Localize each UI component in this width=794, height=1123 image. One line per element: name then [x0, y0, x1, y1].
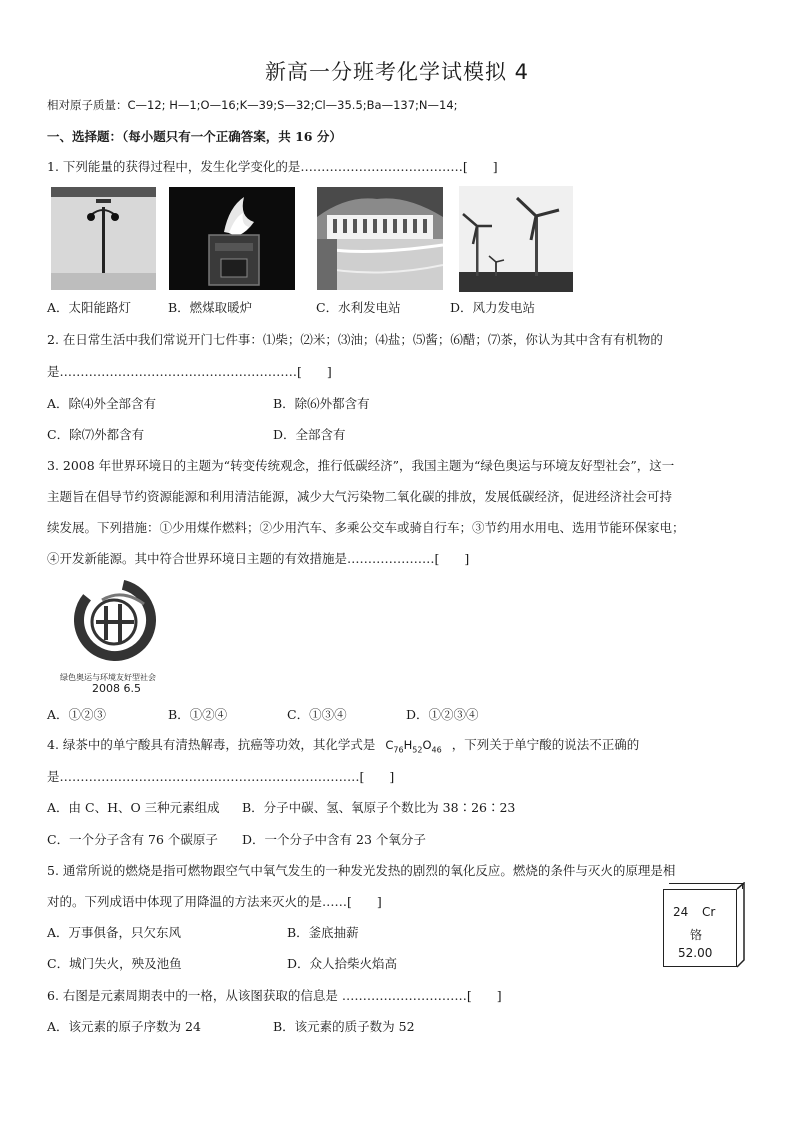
q4-option-d[interactable]: D．一个分子中含有 23 个氧分子	[242, 832, 426, 847]
q4-option-c[interactable]: C．一个分子含有 76 个碳原子	[47, 832, 218, 847]
element-symbol: Cr	[702, 905, 716, 919]
question-2-line-1: 2. 在日常生活中我们常说开门七件事：⑴柴；⑵米；⑶油；⑷盐；⑸酱；⑹醋；⑺茶，你认为其中含有有机物的	[47, 332, 663, 347]
atomic-number: 24	[673, 905, 689, 919]
q5-option-b[interactable]: B．釜底抽薪	[287, 925, 359, 940]
question-4-line-2: 是………………………………………………………………[ ]	[47, 769, 395, 784]
question-2-line-2: 是…………………………………………………[ ]	[47, 364, 332, 379]
question-6-stem: 6. 右图是元素周期表中的一格，从该图获取的信息是 …………………………[ ]	[47, 988, 502, 1003]
coal-stove-icon	[169, 187, 295, 290]
q6-option-a[interactable]: A．该元素的原子序数为 24	[47, 1019, 201, 1034]
q2-option-c[interactable]: C．除⑺外都含有	[47, 427, 145, 442]
streetlight-icon	[51, 187, 156, 290]
chemical-formula: $C_{76}H_{52}O_{46}$	[385, 738, 442, 755]
question-5-line-2: 对的。下列成语中体现了用降温的方法来灭火的是……[ ]	[47, 894, 382, 909]
cell-side-edge	[736, 882, 746, 968]
q6-option-b[interactable]: B．该元素的质子数为 52	[273, 1019, 415, 1034]
question-5-line-1: 5. 通常所说的燃烧是指可燃物跟空气中氧气发生的一种发光发热的剧烈的氧化反应。燃烧的条件与灭火的原理是相	[47, 863, 676, 878]
q3-option-c[interactable]: C．①③④	[287, 707, 347, 722]
question-4-text-b: ，下列关于单宁酸的说法不正确的	[451, 737, 640, 752]
question-3-line-4: ④开发新能源。其中符合世界环境日主题的有效措施是…………………[ ]	[47, 551, 470, 566]
q3-option-d[interactable]: D．①②③④	[406, 707, 479, 722]
q5-option-d[interactable]: D．众人拾柴火焰高	[287, 956, 398, 971]
atomic-mass: 52.00	[678, 946, 713, 960]
solar-streetlight-image	[51, 187, 156, 290]
q4-option-a[interactable]: A．由 C、H、O 三种元素组成	[47, 800, 220, 815]
question-4-text-a: 4. 绿茶中的单宁酸具有清热解毒，抗癌等功效，其化学式是	[47, 737, 376, 752]
q1-option-b[interactable]: B．燃煤取暖炉	[168, 300, 253, 315]
wind-farm-image	[459, 186, 573, 292]
q1-option-a[interactable]: A．太阳能路灯	[47, 300, 132, 315]
question-3-line-2: 主题旨在倡导节约资源能源和利用清洁能源，减少大气污染物二氧化碳的排放，发展低碳经济，促进经济社会可持	[47, 489, 673, 504]
logo-date: 2008 6.5	[92, 682, 141, 695]
q1-option-d[interactable]: D．风力发电站	[450, 300, 536, 315]
page-title: 新高一分班考化学试模拟 4	[264, 60, 530, 84]
q3-option-a[interactable]: A．①②③	[47, 707, 107, 722]
q5-option-c[interactable]: C．城门失火，殃及池鱼	[47, 956, 182, 971]
q2-option-b[interactable]: B．除⑹外都含有	[273, 396, 370, 411]
q3-option-b[interactable]: B．①②④	[168, 707, 228, 722]
section-heading: 一、选择题：（每小题只有一个正确答案，共 16 分）	[47, 129, 342, 144]
atomic-masses: 相对原子质量：C—12; H—1;O—16;K—39;S—32;Cl—35.5;Ba—137;N—14;	[47, 98, 458, 112]
q5-option-a[interactable]: A．万事俱备，只欠东风	[47, 925, 182, 940]
question-3-line-3: 续发展。下列措施：①少用煤作燃料；②少用汽车、多乘公交车或骑自行车；③节约用水用电、选用节能环保家电；	[47, 520, 685, 535]
question-3-line-1: 3. 2008 年世界环境日的主题为“转变传统观念，推行低碳经济”，我国主题为“绿色奥运与环境友好型社会”，这一	[47, 458, 675, 473]
environment-day-logo	[74, 578, 156, 670]
q4-option-b[interactable]: B．分子中碳、氢、氧原子个数比为 38∶26∶23	[242, 800, 516, 815]
dam-icon	[317, 187, 443, 290]
hydropower-station-image	[317, 187, 443, 290]
element-name: 铬	[690, 928, 703, 942]
q2-option-d[interactable]: D．全部含有	[273, 427, 346, 442]
question-1-stem: 1. 下列能量的获得过程中，发生化学变化的是…………………………………[ ]	[47, 159, 498, 174]
logo-caption: 绿色奥运与环境友好型社会	[60, 673, 156, 682]
q1-option-c[interactable]: C．水利发电站	[316, 300, 401, 315]
coal-stove-image	[169, 187, 295, 290]
globe-logo-icon	[74, 578, 156, 670]
wind-turbine-icon	[459, 186, 573, 292]
question-4-line-1	[47, 736, 639, 759]
q2-option-a[interactable]: A．除⑷外全部含有	[47, 396, 157, 411]
